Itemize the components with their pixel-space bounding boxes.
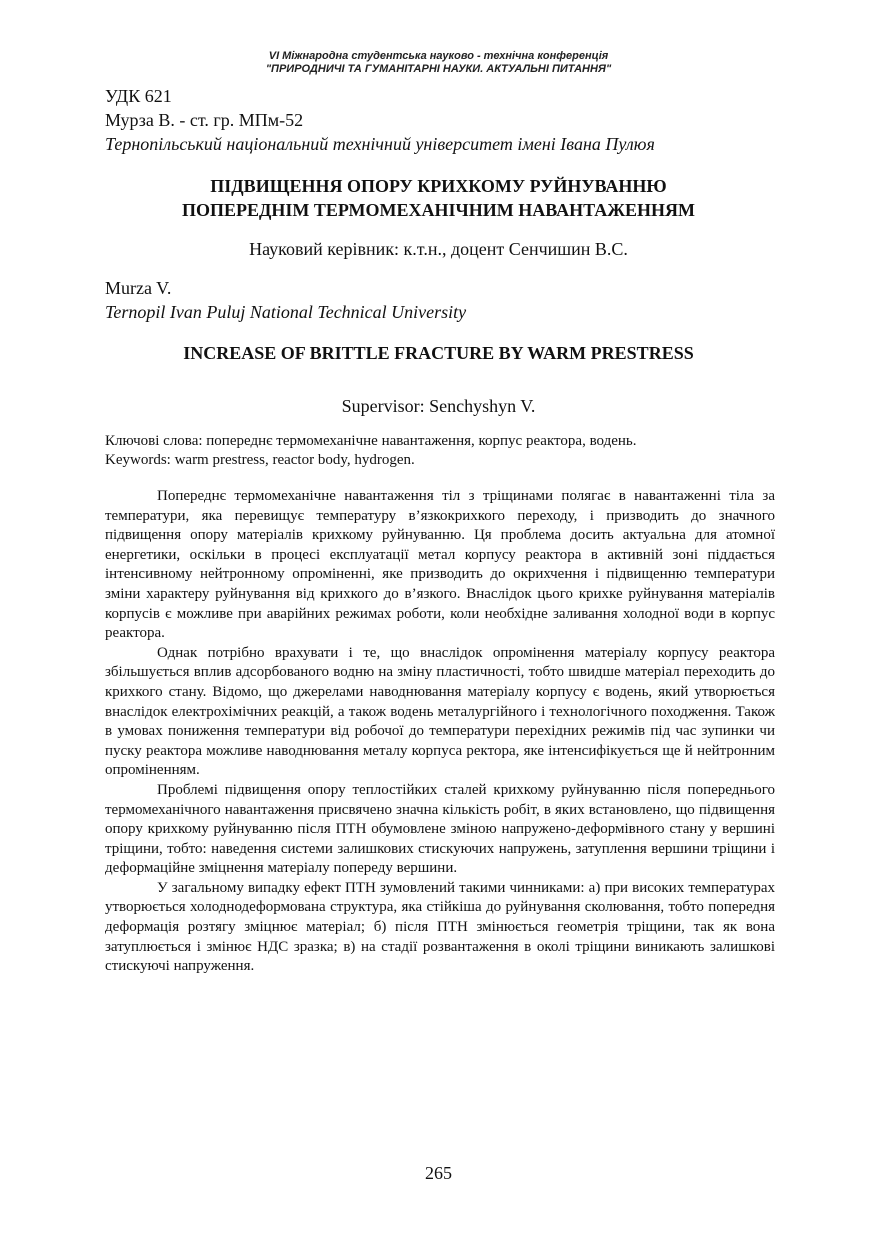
ua-title-line-2: ПОПЕРЕДНІМ ТЕРМОМЕХАНІЧНИМ НАВАНТАЖЕННЯМ (181, 200, 696, 220)
body-text (105, 487, 775, 977)
udc-code: УДК 621 (105, 86, 172, 106)
en-supervisor: Supervisor: Senchyshyn V. (341, 396, 536, 416)
ua-supervisor: Науковий керівник: к.т.н., доцент Сенчишин В.С. (249, 239, 628, 259)
keywords-ua: Ключові слова: попереднє термомеханічне навантаження, корпус реактора, водень. (105, 433, 637, 449)
en-title: INCREASE OF BRITTLE FRACTURE BY WARM PRESTRESS (183, 343, 694, 363)
ua-author-block (105, 84, 775, 156)
page-number: 265 (425, 1163, 452, 1183)
en-author-block (105, 276, 775, 324)
paragraph: Попереднє термомеханічне навантаження тіл з тріщинами полягає в навантаженні тіла за температури, яка перевищує температуру в’язкокрихкого переходу, і призводить до значного підвищення опору матеріалів крихкому руйнуванню. Ця проблема досить актуальна для атомної енергетики, оскільки в процесі експлуатації метал корпусу реактора в активній зоні піддається інтенсивному нейтронному опроміненні, яке призводить до окрихчення і підвищенню температури зміни характеру руйнування від крихкого до в’язкого. Внаслідок цього крихке руйнування матеріалів корпусів є можливе при аварійних режимах роботи, коли необхідне заливання холодної води в корпус реактора. (105, 488, 775, 642)
conference-header (0, 50, 877, 76)
ua-author: Мурза В. - ст. гр. МПм-52 (105, 110, 304, 130)
paragraph: Однак потрібно врахувати і те, що внаслідок опромінення матеріалу корпусу реактора збільшується вплив адсорбованого водню на зміну пластичності, тобто швидше матеріал переходить до крихкого стану. Відомо, що джерелами наводнювання матеріалу корпусу є водень, який утворюється внаслідок електрохімічних реакцій, а також водень металургійного і технологічного походження. Також в умовах пониження температури від робочої до температури перехідних режимів під час зупинки чи пуску реактора можливе наводнювання металу корпуса ректора, яке інтенсифікується ще й нейтронним опроміненням. (105, 644, 775, 779)
keywords-en: Keywords: warm prestress, reactor body, hydrogen. (105, 452, 415, 468)
conference-line-1: VI Міжнародна студентська науково - технічна конференція (268, 50, 609, 62)
ua-title-line-1: ПІДВИЩЕННЯ ОПОРУ КРИХКОМУ РУЙНУВАННЮ (210, 176, 667, 196)
en-affiliation: Ternopil Ivan Puluj National Technical University (105, 302, 467, 322)
conference-line-2: "ПРИРОДНИЧІ ТА ГУМАНІТАРНІ НАУКИ. АКТУАЛЬНІ ПИТАННЯ" (265, 63, 612, 75)
paragraph: Проблемі підвищення опору теплостійких сталей крихкому руйнуванню після попереднього термомеханічного навантаження присвячено значна кількість робіт, в яких встановлено, що підвищення опору крихкому руйнуванню після ПТН обумовлене зміною напружено-деформівного стану у вершині тріщини, тобто: наведення системи залишкових стискуючих напружень, затуплення вершини тріщини і деформаційне зміцнення матеріалу попереду вершини. (105, 781, 775, 877)
paragraph: У загальному випадку ефект ПТН зумовлений такими чинниками: а) при високих температурах утворюється холоднодеформована структура, яка стійкіша до руйнування сколювання, тобто попередня деформація розтягу зміцнює матеріал; б) після ПТН змінюється геометрія тріщини, так як вона затуплюється і змінює НДС зразка; в) на стадії розвантаження в околі тріщини виникають залишкові стискуючі напруження. (105, 879, 775, 975)
ua-affiliation: Тернопільський національний технічний університет імені Івана Пулюя (105, 134, 655, 154)
en-author: Murza V. (105, 278, 172, 298)
